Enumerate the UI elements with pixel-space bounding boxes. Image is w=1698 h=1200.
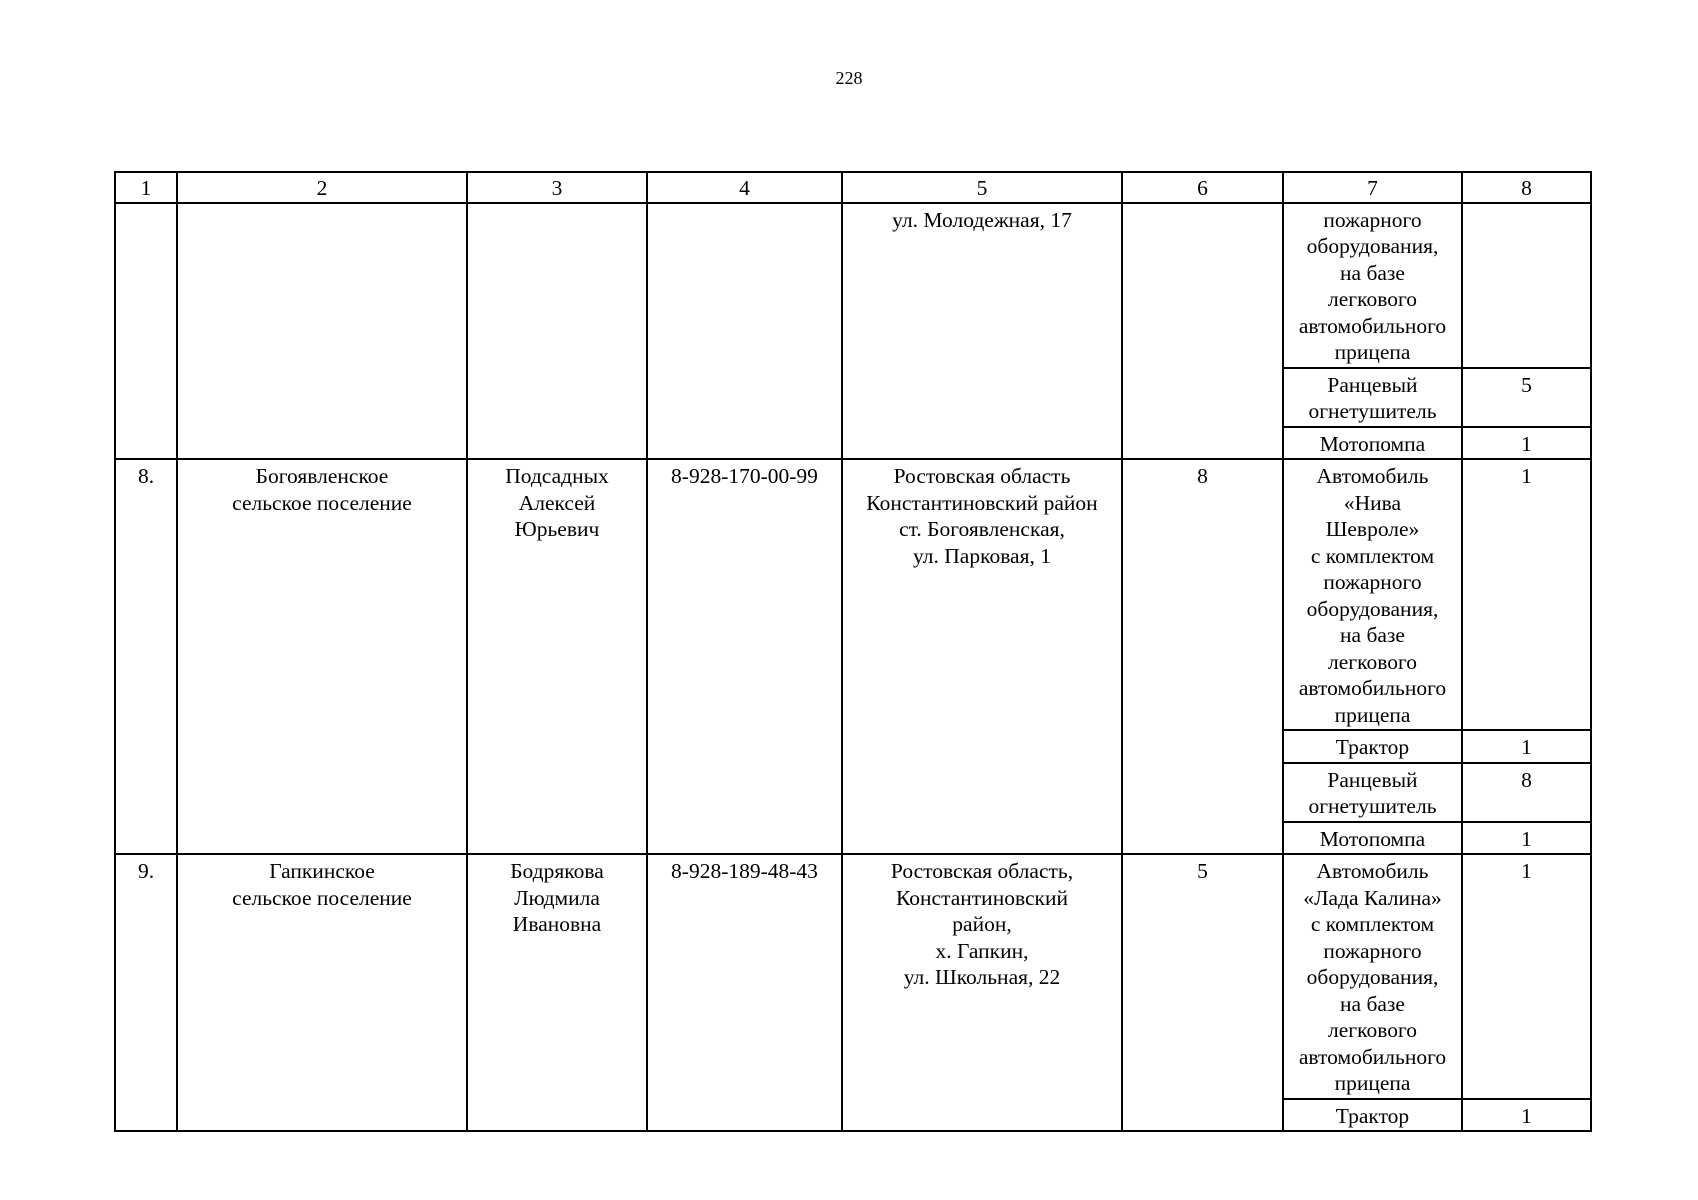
count-cell [1122,854,1283,1131]
equipment-name-cell-line: автомобильного [1298,1044,1447,1069]
equipment-name-cell-line: Автомобиль [1316,859,1429,883]
equipment-qty-cell-line: 5 [1521,372,1532,397]
equipment-name-cell-line: «Нива [1343,490,1402,515]
equipment-name-cell-line: легкового [1328,1018,1417,1042]
equipment-qty-cell-line: 1 [1521,464,1532,488]
table-row [115,854,1591,1099]
row-number-cell-line: 8. [137,464,155,488]
settlement-cell [177,459,467,854]
table-body [115,172,1591,1131]
row-number-cell [115,459,177,854]
address-cell-line: Ростовская область [893,464,1071,488]
address-cell-line: ул. Молодежная, 17 [892,207,1072,232]
equipment-name-cell-line: «Лада Калина» [1303,885,1442,910]
equipment-name-cell-line: легкового [1328,287,1417,311]
equipment-qty-cell-line: 8 [1521,767,1532,792]
equipment-name-cell-line: автомобильного [1298,313,1447,338]
address-cell-line: Константиновский район [866,490,1098,515]
settlement-cell [177,203,467,460]
table-row [115,459,1591,730]
equipment-name-cell [1283,203,1462,368]
equipment-name-cell-line: прицепа [1334,340,1411,364]
column-number: 4 [647,172,842,203]
equipment-name-cell-line: на базе [1340,991,1405,1016]
column-number: 7 [1283,172,1462,203]
equipment-qty-cell-line: 1 [1521,431,1532,456]
head-person-cell-line: Подсадных [505,464,609,488]
equipment-name-cell [1283,459,1462,730]
equipment-name-cell-line: Трактор [1335,735,1410,759]
equipment-name-cell-line: Автомобиль [1316,464,1429,488]
head-person-cell-line: Людмила [514,885,600,910]
column-number: 1 [115,172,177,203]
equipment-qty-cell [1462,427,1591,460]
column-number: 8 [1462,172,1591,203]
count-cell-line: 8 [1197,464,1208,488]
settlement-cell [177,854,467,1131]
address-cell-line: ул. Парковая, 1 [912,543,1051,568]
equipment-qty-cell [1462,730,1591,763]
address-cell [842,854,1122,1131]
phone-cell [647,203,842,460]
phone-cell [647,459,842,854]
phone-cell-line: 8-928-189-48-43 [671,859,818,883]
equipment-qty-cell [1462,459,1591,730]
head-person-cell-line: Алексей [518,490,596,515]
equipment-name-cell [1283,763,1462,822]
equipment-name-cell-line: огнетушитель [1308,794,1437,818]
column-number-row [115,172,1591,203]
equipment-name-cell-line: Ранцевый [1327,767,1418,792]
settlement-cell-line: сельское поселение [232,490,412,515]
phone-cell [647,854,842,1131]
equipment-name-cell-line: на базе [1340,260,1405,285]
equipment-name-cell-line: Ранцевый [1327,372,1418,397]
equipment-name-cell-line: оборудования, [1306,234,1439,258]
table-row [115,203,1591,368]
equipment-name-cell [1283,730,1462,763]
column-number: 3 [467,172,647,203]
equipment-qty-cell-line: 1 [1521,826,1532,851]
equipment-qty-cell [1462,822,1591,855]
equipment-name-cell-line: прицепа [1334,1071,1411,1095]
phone-cell-line: 8-928-170-00-99 [671,464,818,488]
head-person-cell [467,459,647,854]
head-person-cell [467,203,647,460]
equipment-name-cell-line: Мотопомпа [1319,826,1426,851]
equipment-name-cell [1283,854,1462,1099]
settlement-cell-line: Богоявленское [255,464,389,488]
row-number-cell-line: 9. [137,859,155,883]
equipment-qty-cell-line: 1 [1521,859,1532,883]
column-number: 6 [1122,172,1283,203]
count-cell [1122,459,1283,854]
equipment-name-cell-line: Шевроле» [1325,517,1420,541]
equipment-qty-cell [1462,854,1591,1099]
equipment-name-cell-line: с комплектом [1310,912,1435,936]
equipment-table [114,171,1592,1132]
equipment-qty-cell-line: 1 [1521,735,1532,759]
equipment-name-cell-line: оборудования, [1306,965,1439,989]
equipment-qty-cell [1462,763,1591,822]
row-number-cell [115,854,177,1131]
address-cell-line: Константиновский [896,885,1068,910]
address-cell-line: х. Гапкин, [935,938,1029,963]
settlement-cell-line: Гапкинское [269,859,375,883]
equipment-name-cell-line: Трактор [1335,1103,1410,1128]
count-cell [1122,203,1283,460]
settlement-cell-line: сельское поселение [232,885,412,910]
address-cell-line: ул. Школьная, 22 [903,965,1061,989]
equipment-name-cell [1283,368,1462,427]
equipment-qty-cell [1462,1099,1591,1132]
equipment-name-cell [1283,427,1462,460]
equipment-name-cell-line: пожарного [1323,570,1422,594]
head-person-cell [467,854,647,1131]
equipment-name-cell [1283,822,1462,855]
equipment-name-cell-line: оборудования, [1306,596,1439,621]
equipment-qty-cell [1462,368,1591,427]
address-cell-line: район, [952,912,1012,936]
address-cell [842,459,1122,854]
column-number: 2 [177,172,467,203]
address-cell-line: ст. Богоявленская, [899,517,1065,541]
equipment-name-cell-line: автомобильного [1298,676,1447,700]
row-number-cell [115,203,177,460]
address-cell-line: Ростовская область, [890,859,1074,883]
equipment-name-cell-line: прицепа [1334,702,1411,727]
equipment-qty-cell-line: 1 [1521,1103,1532,1128]
equipment-name-cell-line: с комплектом [1310,543,1435,568]
head-person-cell-line: Бодрякова [510,859,604,883]
equipment-name-cell-line: Мотопомпа [1319,431,1426,456]
column-number: 5 [842,172,1122,203]
head-person-cell-line: Юрьевич [514,517,600,541]
equipment-name-cell [1283,1099,1462,1132]
count-cell-line: 5 [1197,859,1208,883]
equipment-name-cell-line: пожарного [1323,207,1422,232]
page-number: 228 [835,68,863,88]
equipment-name-cell-line: огнетушитель [1308,399,1437,423]
equipment-qty-cell [1462,203,1591,368]
address-cell [842,203,1122,460]
equipment-name-cell-line: легкового [1328,649,1417,674]
equipment-name-cell-line: на базе [1340,623,1405,647]
head-person-cell-line: Ивановна [512,912,602,936]
equipment-name-cell-line: пожарного [1323,938,1422,963]
